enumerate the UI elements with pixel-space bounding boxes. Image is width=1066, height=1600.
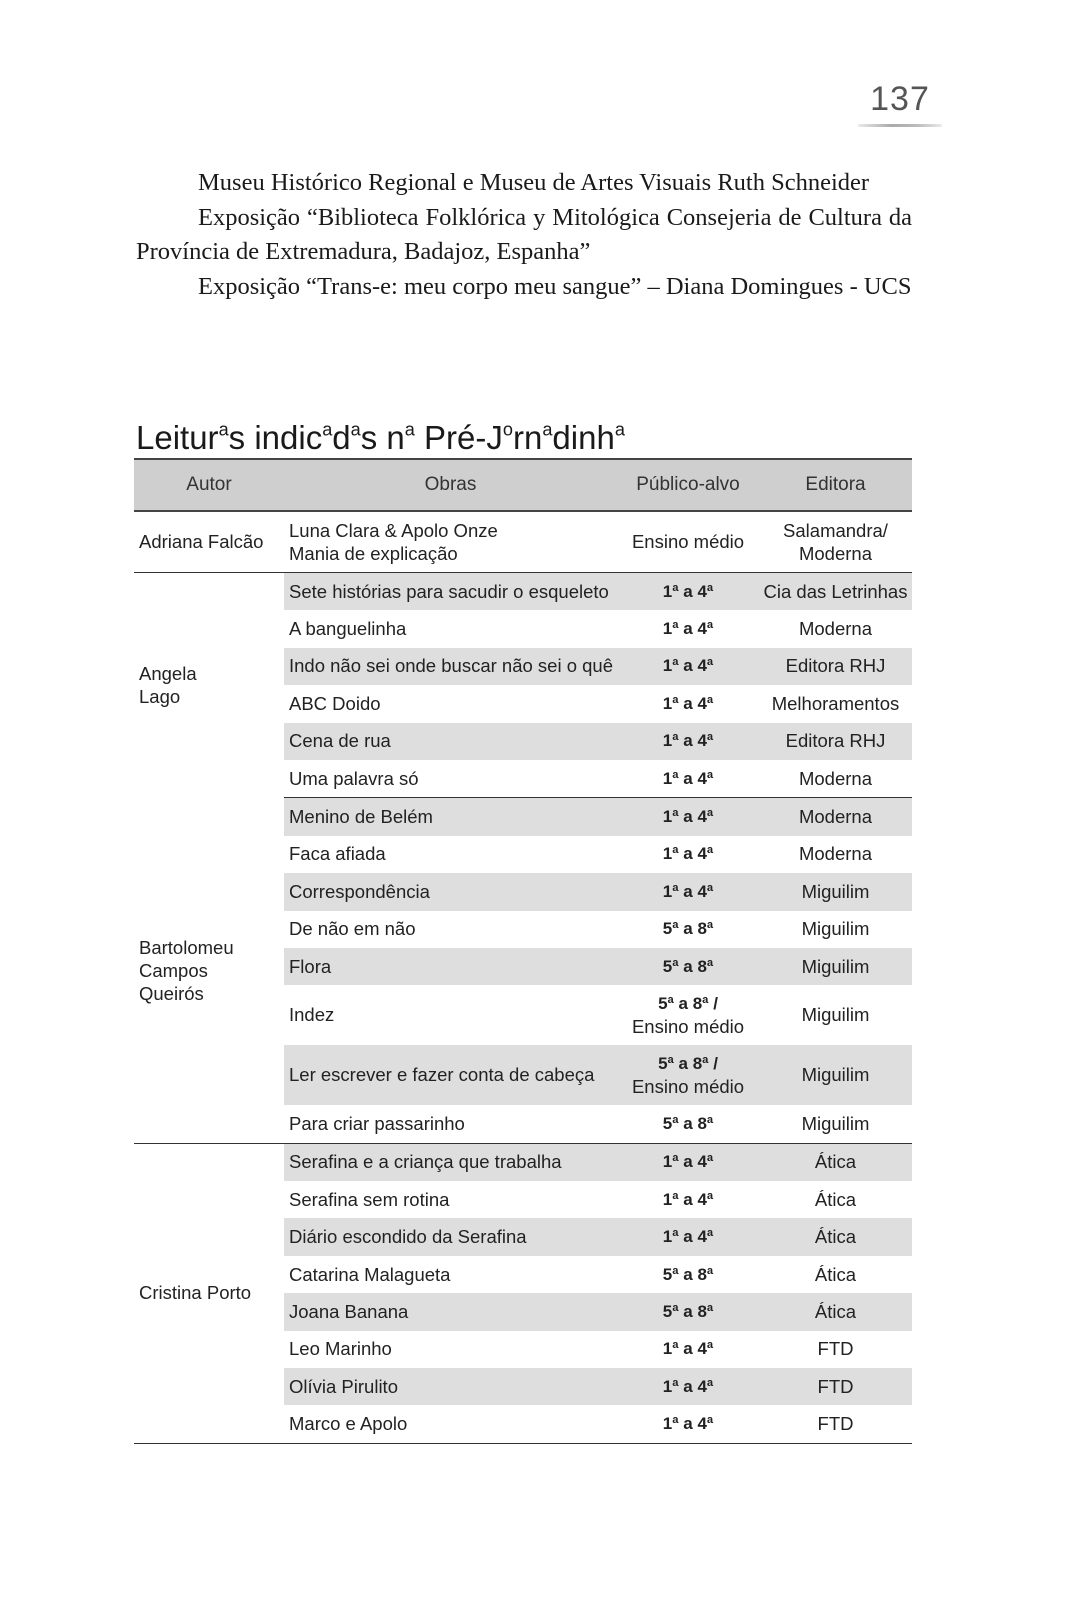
publisher-cell: Moderna	[759, 760, 912, 798]
publisher-cell: Salamandra/ Moderna	[759, 511, 912, 573]
author-cell: Angela Lago	[134, 573, 284, 798]
publisher-cell: Cia das Letrinhas	[759, 573, 912, 611]
work-cell: Serafina e a criança que trabalha	[284, 1143, 617, 1181]
column-header-autor: Autor	[134, 459, 284, 511]
publisher-cell: Miguilim	[801, 1004, 870, 1026]
audience-cell: 1ª a 4ª	[617, 1405, 759, 1443]
author-cell: Bartolomeu Campos Queirós	[134, 798, 284, 1143]
reading-list-table	[134, 458, 912, 1444]
audience-cell: 1ª a 4ª	[617, 1218, 759, 1255]
work-cell: Joana Banana	[284, 1293, 617, 1330]
work-cell: Catarina Malagueta	[289, 1263, 451, 1285]
column-header-obras: Obras	[284, 459, 617, 511]
work-cell: Faca afiada	[289, 843, 386, 865]
publisher-cell: Miguilim	[759, 1045, 912, 1105]
publisher-cell: Moderna	[759, 798, 912, 836]
publisher-cell: Miguilim	[759, 948, 912, 985]
audience-cell: 1ª a 4ª	[617, 723, 759, 760]
audience-cell: 5ª a 8ª / Ensino médio	[631, 994, 745, 1038]
intro-paragraph: Exposição “Biblioteca Folklórica y Mitológica Consejeria de Cultura da Província de Extremadura, Badajoz, Espanha”	[136, 203, 912, 265]
table-header-row	[134, 459, 912, 511]
work-cell: A banguelinha	[289, 618, 407, 640]
table-row	[134, 511, 912, 573]
table-row	[134, 573, 912, 611]
work-cell: Ler escrever e fazer conta de cabeça	[284, 1045, 617, 1105]
work-cell: Correspondência	[284, 873, 617, 910]
publisher-cell: Ática	[814, 1263, 857, 1285]
audience-cell: 1ª a 4ª	[617, 1143, 759, 1181]
audience-cell: 5ª a 8ª	[617, 948, 759, 985]
author-cell: Cristina Porto	[134, 1143, 284, 1443]
work-cell: Diário escondido da Serafina	[284, 1218, 617, 1255]
work-cell: Uma palavra só	[284, 760, 617, 798]
audience-cell: 1ª a 4ª	[662, 1339, 714, 1359]
work-cell: Indez	[289, 1004, 335, 1026]
publisher-cell: Miguilim	[801, 918, 870, 940]
audience-cell: 5ª a 8ª	[617, 1293, 759, 1330]
work-cell: Serafina sem rotina	[289, 1188, 450, 1210]
audience-cell: 1ª a 4ª	[662, 619, 714, 639]
audience-cell: 1ª a 4ª	[617, 798, 759, 836]
audience-cell: 5ª a 8ª / Ensino médio	[617, 1045, 759, 1105]
publisher-cell: Miguilim	[759, 1105, 912, 1143]
intro-text	[136, 166, 912, 304]
audience-cell: Ensino médio	[617, 511, 759, 573]
audience-cell: 1ª a 4ª	[617, 648, 759, 685]
table-row	[134, 1143, 912, 1181]
publisher-cell: Moderna	[798, 843, 872, 865]
audience-cell: 1ª a 4ª	[617, 873, 759, 910]
work-cell: Olívia Pirulito	[284, 1368, 617, 1405]
work-cell: De não em não	[289, 918, 416, 940]
audience-cell: 5ª a 8ª	[617, 1105, 759, 1143]
work-cell: ABC Doido	[289, 692, 381, 714]
publisher-cell: Ática	[814, 1188, 857, 1210]
audience-cell: 1ª a 4ª	[617, 1368, 759, 1405]
publisher-cell: Ática	[759, 1293, 912, 1330]
work-cell: Cena de rua	[284, 723, 617, 760]
section-title: Leitur$^a$s $indic^ad^as$ $n^a$ Pré-$J^orn^adinh^a$	[136, 419, 625, 457]
audience-cell: 1ª a 4ª	[617, 573, 759, 611]
publisher-cell: FTD	[759, 1368, 912, 1405]
work-cell: Para criar passarinho	[284, 1105, 617, 1143]
page-number-rule	[858, 124, 942, 127]
table-row	[134, 798, 912, 836]
page-number: 137	[870, 80, 930, 118]
column-header-publico: Público-alvo	[617, 459, 759, 511]
publisher-cell: Moderna	[798, 618, 872, 640]
publisher-cell: FTD	[759, 1405, 912, 1443]
work-cell: Menino de Belém	[284, 798, 617, 836]
work-cell: Indo não sei onde buscar não sei o quê	[284, 648, 617, 685]
intro-paragraph: Exposição “Trans-e: meu corpo meu sangue” – Diana Domingues - UCS	[198, 272, 912, 300]
publisher-cell: Melhoramentos	[771, 692, 900, 714]
audience-cell: 5ª a 8ª	[662, 1264, 714, 1284]
work-cell: Leo Marinho	[289, 1338, 392, 1360]
publisher-cell: Ática	[759, 1218, 912, 1255]
publisher-cell: FTD	[817, 1338, 854, 1360]
audience-cell: 5ª a 8ª	[662, 919, 714, 939]
work-cell: Sete histórias para sacudir o esqueleto	[284, 573, 617, 611]
audience-cell: 1ª a 4ª	[662, 1189, 714, 1209]
work-cell: Luna Clara & Apolo Onze Mania de explicação	[284, 511, 617, 573]
intro-paragraph: Museu Histórico Regional e Museu de Artes Visuais Ruth Schneider	[198, 169, 870, 196]
work-cell: Marco e Apolo	[284, 1405, 617, 1443]
author-cell: Adriana Falcão	[134, 511, 284, 573]
publisher-cell: Editora RHJ	[759, 648, 912, 685]
column-header-editora: Editora	[759, 459, 912, 511]
audience-cell: 1ª a 4ª	[617, 760, 759, 798]
audience-cell: 1ª a 4ª	[662, 844, 714, 864]
work-cell: Flora	[284, 948, 617, 985]
audience-cell: 1ª a 4ª	[662, 693, 714, 713]
publisher-cell: Miguilim	[759, 873, 912, 910]
publisher-cell: Ática	[759, 1143, 912, 1181]
publisher-cell: Editora RHJ	[759, 723, 912, 760]
